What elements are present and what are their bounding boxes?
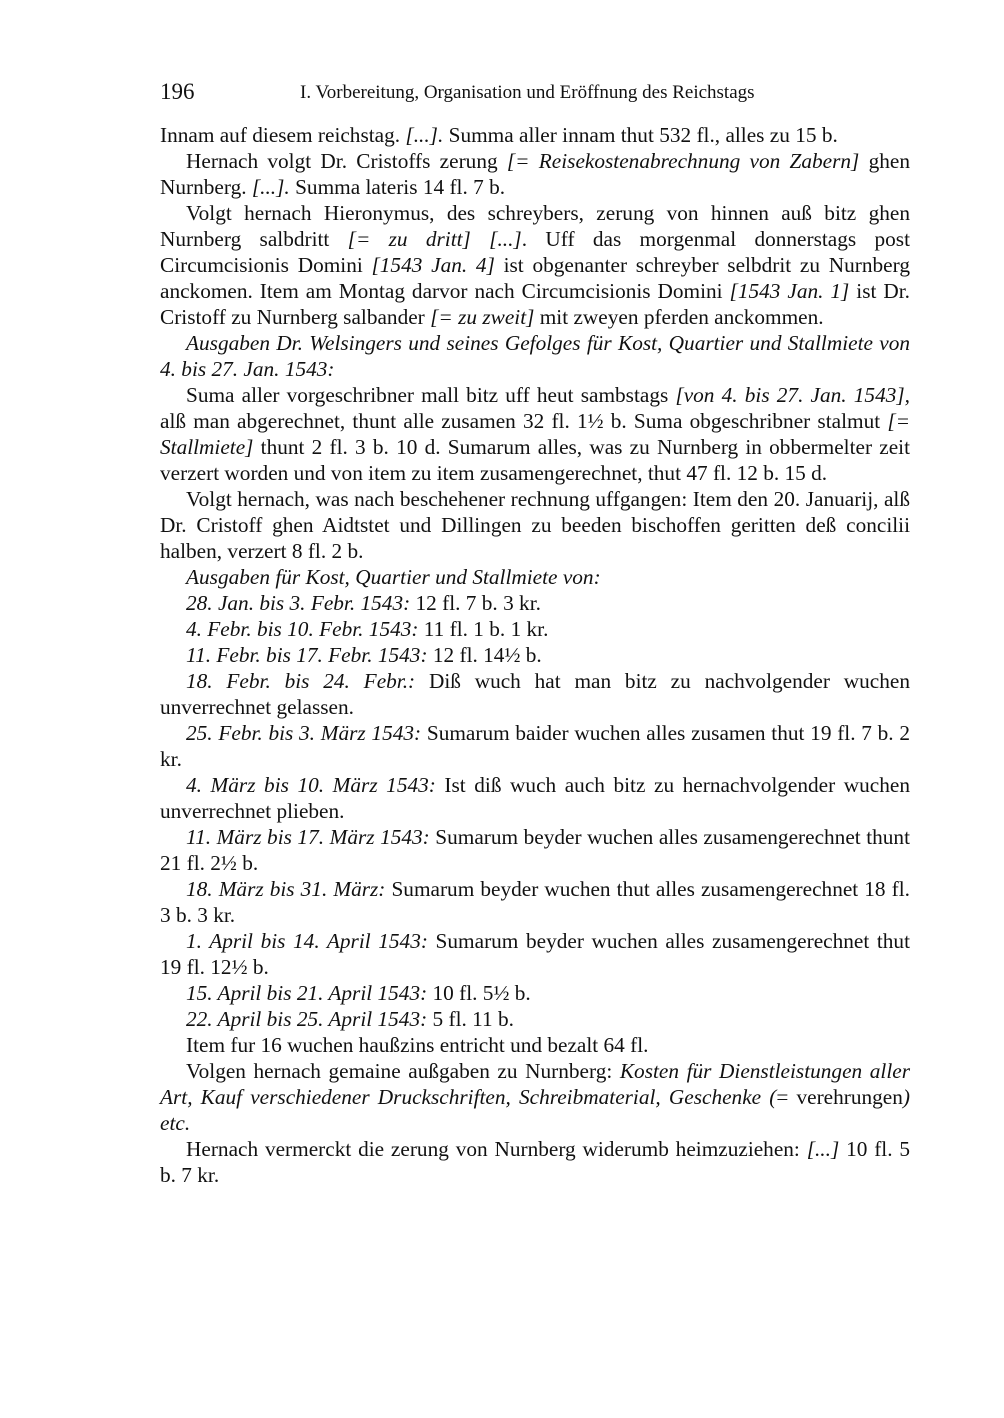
italic-run: 11. März bis 17. März 1543: [186,825,430,849]
paragraph-p20 [160,1058,910,1136]
italic-run: [1543 Jan. 1] [729,279,850,303]
text-run: ist Dr. Cristoff zu Nurnberg salbander [160,279,910,329]
paragraph-p19 [160,1032,910,1058]
paragraph-p08 [160,590,910,616]
text-run: 10 fl. 5 b. 7 kr. [160,1137,910,1187]
text-run: Suma aller vorgeschribner mall bitz uff heut sambstags [186,383,676,407]
italic-run: 28. Jan. bis 3. Febr. 1543: [186,591,411,615]
paragraph-p10 [160,642,910,668]
text-run: ghen Nurnberg. [160,149,910,199]
paragraph-p13 [160,772,910,824]
text-run: Sumarum beyder wuchen alles zusamengerechnet thut 19 fl. 12½ b. [160,929,910,979]
body-text [160,122,910,1188]
paragraph-p05 [160,382,910,486]
text-run: ist obgenanter schreyber selbdrit zu Nurnberg anckomen. Item am Montag darvor nach Circumcisionis Domini [160,253,910,303]
italic-run: 4. Febr. bis 10. Febr. 1543: [186,617,419,641]
text-run: Summa aller innam thut 532 fl., alles zu 15 b. [443,123,838,147]
text-run: = verehrungen [776,1085,903,1109]
text-run: . Uff das morgenmal donnerstags post Circumcisionis Domini [160,227,911,277]
running-head: I. Vorbereitung, Organisation und Eröffnung des Reichstags [300,82,755,103]
text-run: Ist diß wuch auch bitz zu hernachvolgender wuchen unverrechnet plieben. [160,773,910,823]
text-run: 12 fl. 7 b. 3 kr. [410,591,541,615]
italic-run: 22. April bis 25. April 1543: [186,1007,428,1031]
text-run: Volgt hernach, was nach beschehener rechnung uffgangen: Item den 20. Januarij, alß Dr. Cristoff ghen Aidtstet und Dillingen zu beeden bischoffen geritten deß concilii halben, verzert 8 fl. 2 b. [160,487,910,563]
paragraph-p11 [160,668,910,720]
italic-run: [= Reisekostenabrechnung von Zabern] [506,149,860,173]
text-run: 12 fl. 14½ b. [427,643,542,667]
page-number: 196 [160,79,195,104]
text-run: Sumarum beyder wuchen alles zusamengerechnet thunt 21 fl. 2½ b. [160,825,910,875]
italic-run: ) etc. [160,1085,910,1135]
paragraph-p09 [160,616,910,642]
paragraph-p03 [160,200,910,330]
paragraph-p17 [160,980,910,1006]
italic-run: 18. Febr. bis 24. Febr.: [186,669,416,693]
italic-run: [...]. [251,175,290,199]
text-run: Item fur 16 wuchen haußzins entricht und bezalt 64 fl. [186,1033,649,1057]
text-run: Volgt hernach Hieronymus, des schreybers, zerung von hinnen auß bitz ghen Nurnberg salbdritt [160,201,910,251]
text-run: Volgen hernach gemaine außgaben zu Nurnberg: [186,1059,620,1083]
text-run: Sumarum beyder wuchen thut alles zusamengerechnet 18 fl. 3 b. 3 kr. [160,877,910,927]
text-run: Sumarum baider wuchen alles zusamen thut 19 fl. 7 b. 2 kr. [160,721,910,771]
italic-run: 25. Febr. bis 3. März 1543: [186,721,422,745]
paragraph-p01 [160,122,910,148]
text-run: 11 fl. 1 b. 1 kr. [418,617,549,641]
italic-run: [= Stallmiete] [160,409,910,459]
italic-run: [...]. [405,123,444,147]
text-run: mit zweyen pferden anckommen. [534,305,824,329]
paragraph-p04 [160,330,910,382]
italic-run: Ausgaben Dr. Welsingers und seines Gefolges für Kost, Quartier und Stallmiete von 4. bis 27. Jan. 1543: [160,331,910,381]
italic-run: [= zu dritt] [...] [347,227,522,251]
italic-run: 11. Febr. bis 17. Febr. 1543: [186,643,428,667]
paragraph-p06 [160,486,910,564]
paragraph-p21 [160,1136,910,1188]
italic-run: 4. März bis 10. März 1543: [186,773,436,797]
text-run: 5 fl. 11 b. [427,1007,514,1031]
italic-run: Kosten für Dienstleistungen aller Art, Kauf verschiedener Druckschriften, Schreibmaterial, Geschenke ( [160,1059,910,1109]
italic-run: 1. April bis 14. April 1543: [186,929,428,953]
italic-run: 15. April bis 21. April 1543: [186,981,428,1005]
paragraph-p12 [160,720,910,772]
paragraph-p15 [160,876,910,928]
text-run: Diß wuch hat man bitz zu nachvolgender wuchen unverrechnet gelassen. [160,669,910,719]
text-run: Hernach volgt Dr. Cristoffs zerung [186,149,507,173]
paragraph-p02 [160,148,910,200]
paragraph-p14 [160,824,910,876]
italic-run: Ausgaben für Kost, Quartier und Stallmiete von: [186,565,601,589]
italic-run: [...] [806,1137,840,1161]
text-run: alß man abgerechnet, thunt alle zusamen 32 fl. 1½ b. Suma obgeschribner stalmut [160,409,888,433]
paragraph-p07 [160,564,910,590]
italic-run: [von 4. bis 27. Jan. 1543], [675,383,910,407]
italic-run: [1543 Jan. 4] [371,253,495,277]
text-run: Innam auf diesem reichstag. [160,123,406,147]
text-run: thunt 2 fl. 3 b. 10 d. Sumarum alles, was zu Nurnberg in obbermelter zeit verzert worden und von item zu item zusamengerechnet, thut 47 fl. 12 b. 15 d. [160,435,910,485]
paragraph-p18 [160,1006,910,1032]
paragraph-p16 [160,928,910,980]
italic-run: 18. März bis 31. März: [186,877,386,901]
text-run: Hernach vermerckt die zerung von Nurnberg widerumb heimzuziehen: [186,1137,807,1161]
text-run: Summa lateris 14 fl. 7 b. [289,175,506,199]
italic-run: [= zu zweit] [430,305,535,329]
text-run: 10 fl. 5½ b. [427,981,531,1005]
